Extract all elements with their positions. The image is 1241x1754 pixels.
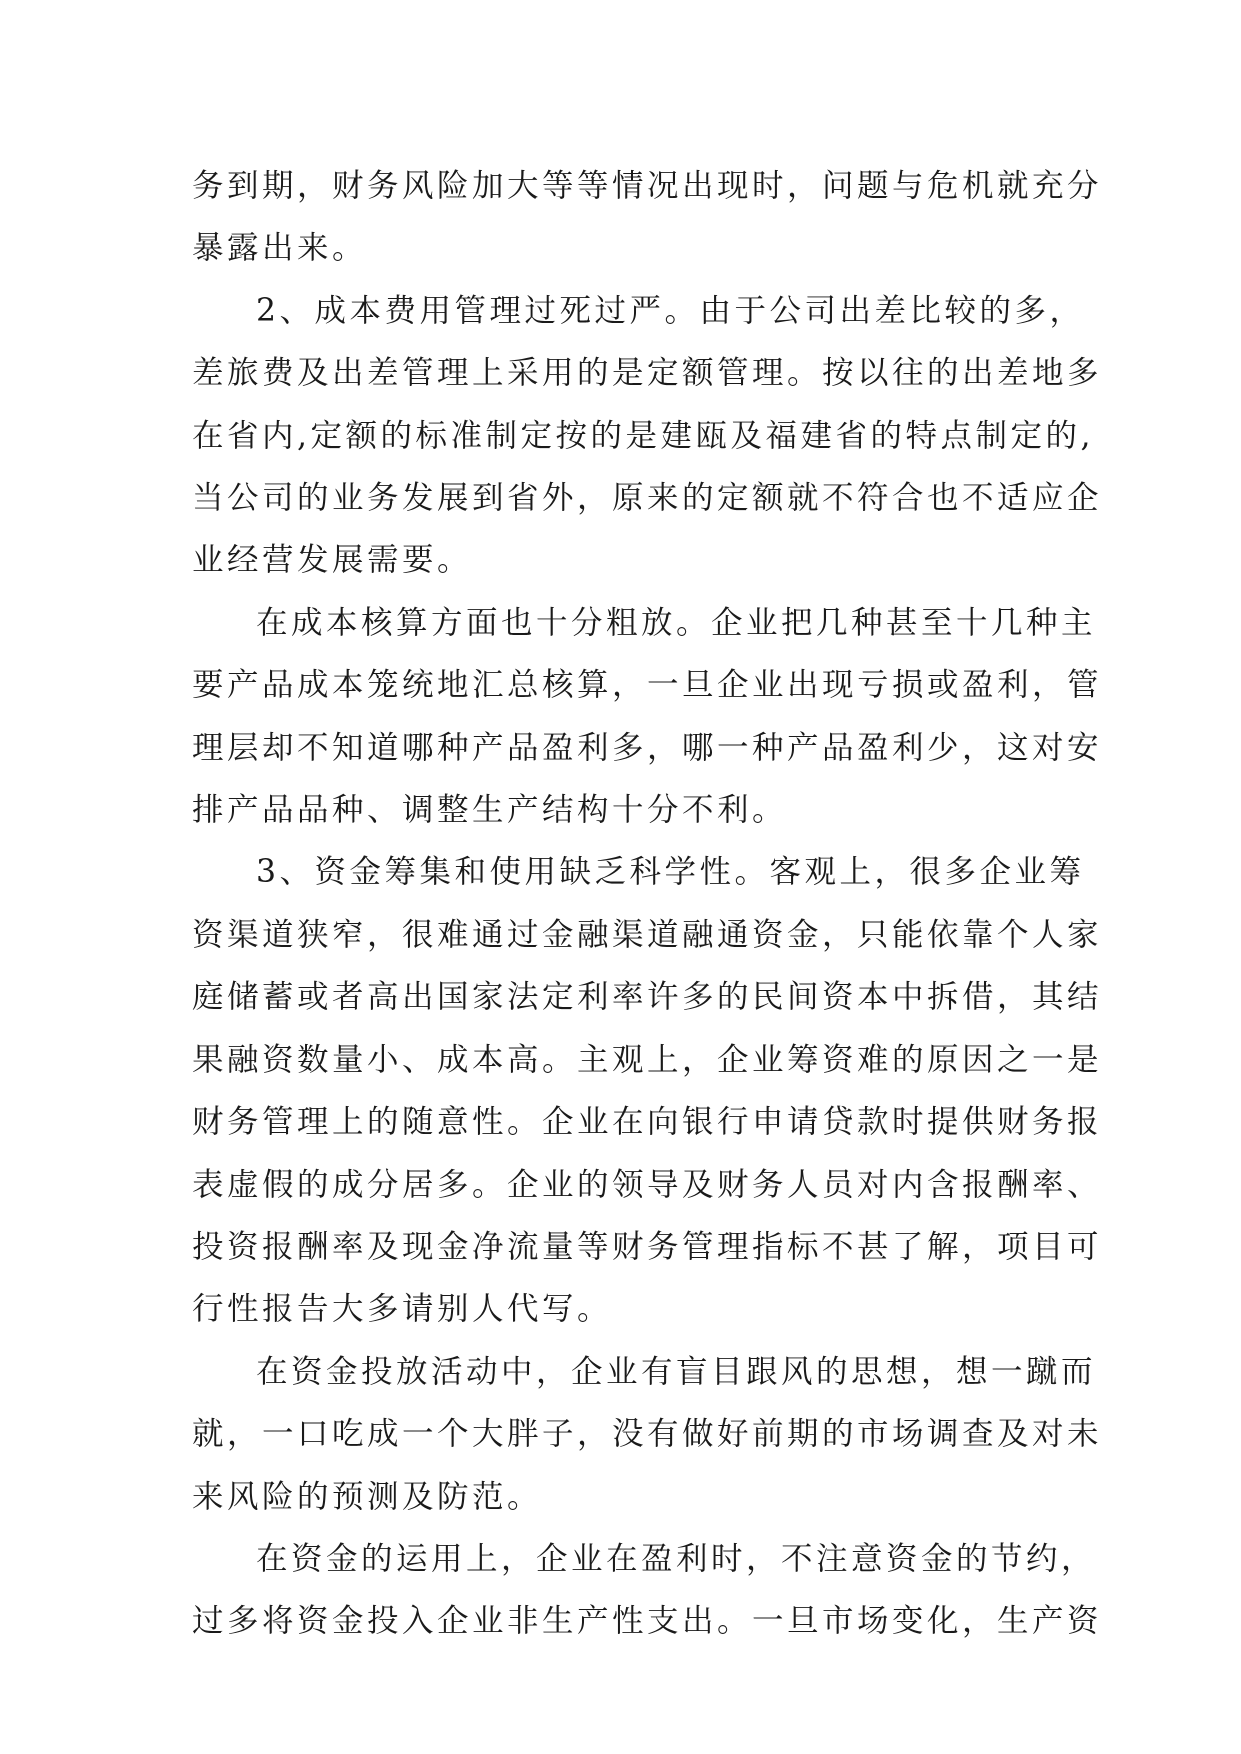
paragraph-3 [192, 592, 1103, 842]
text-line: 庭储蓄或者高出国家法定利率许多的民间资本中拆借，其结 [192, 979, 1103, 1016]
paragraph-2 [192, 280, 1103, 592]
text-line: 差旅费及出差管理上采用的是定额管理。按以往的出差地多 [192, 355, 1103, 392]
text-line: 投资报酬率及现金净流量等财务管理指标不甚了解，项目可 [192, 1228, 1103, 1265]
text-line: 暴露出来。 [192, 230, 368, 267]
text-line: 过多将资金投入企业非生产性支出。一旦市场变化，生产资 [192, 1603, 1103, 1640]
text-line: 在资金投放活动中，企业有盲目跟风的思想，想一蹴而 [256, 1353, 1097, 1390]
text-line: 排产品品种、调整生产结构十分不利。 [192, 792, 788, 829]
document-body [192, 155, 1103, 1653]
text-line: 务到期，财务风险加大等等情况出现时，问题与危机就充分 [192, 168, 1103, 204]
paragraph-5 [192, 1341, 1103, 1528]
paragraph-1 [192, 155, 1103, 280]
text-line: 业经营发展需要。 [192, 542, 473, 579]
text-line: 在资金的运用上，企业在盈利时，不注意资金的节约， [256, 1540, 1097, 1577]
text-line: 表虚假的成分居多。企业的领导及财务人员对内含报酬率、 [192, 1166, 1103, 1203]
text-line: 在成本核算方面也十分粗放。企业把几种甚至十几种主 [256, 604, 1097, 641]
text-line: 就，一口吃成一个大胖子，没有做好前期的市场调查及对未 [192, 1416, 1103, 1453]
paragraph-4 [192, 841, 1103, 1340]
text-line: 在省内,定额的标准制定按的是建瓯及福建省的特点制定的, [192, 417, 1095, 454]
paragraph-6 [192, 1528, 1103, 1653]
text-line: 行性报告大多请别人代写。 [192, 1291, 613, 1328]
text-line: 3、资金筹集和使用缺乏科学性。客观上，很多企业筹 [256, 854, 1085, 891]
text-line: 2、成本费用管理过死过严。由于公司出差比较的多， [256, 292, 1085, 329]
text-line: 要产品成本笼统地汇总核算，一旦企业出现亏损或盈利，管 [192, 667, 1103, 704]
text-line: 资渠道狭窄，很难通过金融渠道融通资金，只能依靠个人家 [192, 916, 1103, 953]
text-line: 当公司的业务发展到省外，原来的定额就不符合也不适应企 [192, 480, 1103, 517]
text-line: 果融资数量小、成本高。主观上，企业筹资难的原因之一是 [192, 1041, 1103, 1078]
text-line: 财务管理上的随意性。企业在向银行申请贷款时提供财务报 [192, 1104, 1103, 1141]
text-line: 理层却不知道哪种产品盈利多，哪一种产品盈利少，这对安 [192, 729, 1103, 766]
text-line: 来风险的预测及防范。 [192, 1478, 543, 1515]
